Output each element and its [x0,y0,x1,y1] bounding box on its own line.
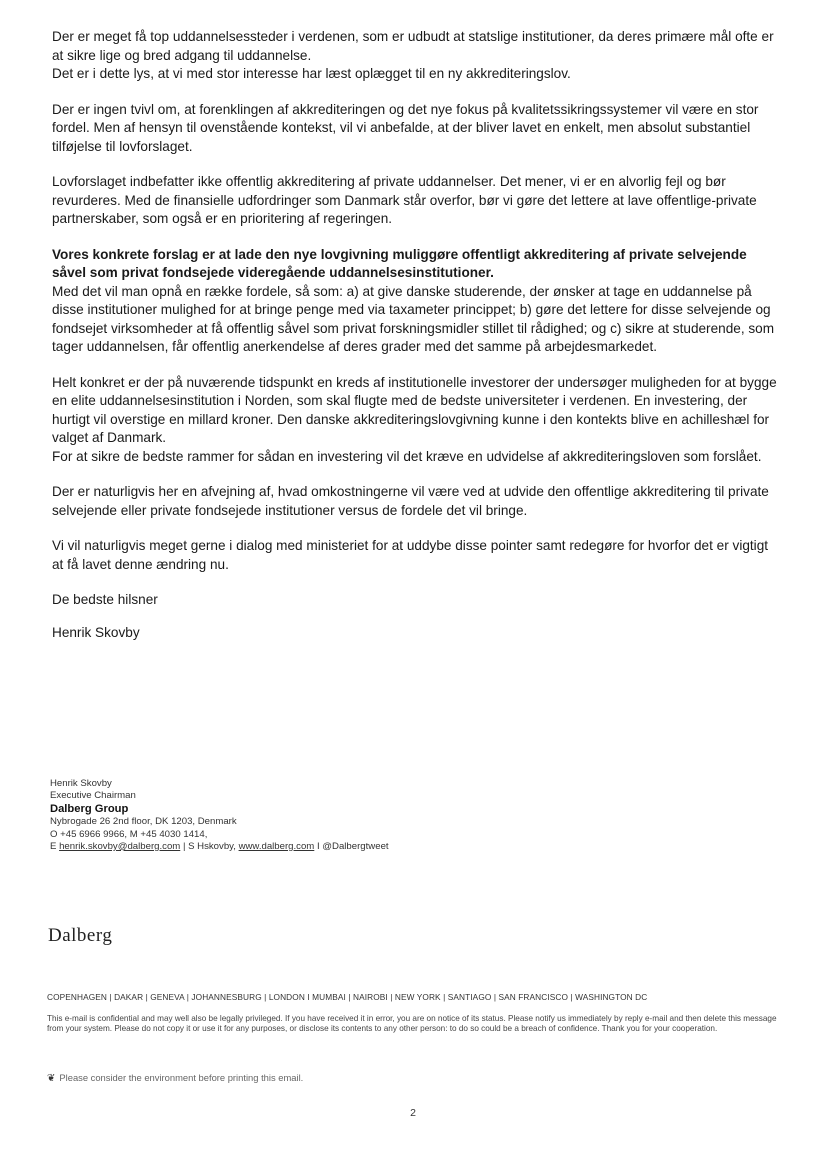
closing-greeting: De bedste hilsner [52,592,158,607]
letter-body [52,28,782,642]
dalberg-logo: Dalberg [48,925,113,946]
signature-name: Henrik Skovby [50,778,112,789]
signature-title: Executive Chairman [50,790,136,802]
paragraph-6: Der er naturligvis her en afvejning af, hvad omkostningerne vil være ved at udvide den offentlige akkreditering til private selvejende eller private fondsejede institutioner versus de fordele det vil bringe. [52,484,769,518]
skype-handle: | S Hskovby, [182,840,236,852]
paragraph-1-line-2: Det er i dette lys, at vi med stor interesse har læst oplægget til en ny akkrediteringslov. [52,66,571,81]
signature-company: Dalberg Group [50,803,129,816]
paragraph-3: Lovforslaget indbefatter ikke offentlig akkreditering af private uddannelser. Det mener, vi er en alvorlig fejl og bør revurderes. Med de finansielle udfordringer som Danmark står overfor, bør vi gøre det lettere at lave offentlige-private partnerskaber, som også er en prioritering af regeringen. [52,174,757,226]
paragraph-1-line-1: Der er meget få top uddannelsessteder i verdenen, som er udbudt at statslige institutioner, da deres primære mål ofte er at sikre lige og bred adgang til uddannelse. [52,29,774,63]
signature-contact-line [50,841,389,853]
confidentiality-disclaimer: This e-mail is confidential and may well also be legally privileged. If you have received it in error, you are on notice of its status. Please notify us immediately by reply e-mail and then delete this message from your system. Please do not copy it or use it for any purposes, or disclose its contents to any other person: to do so could be a breach of confidence. Thank you for your cooperation. [47,1014,777,1034]
signer-name: Henrik Skovby [52,624,140,640]
environment-note-text: Please consider the environment before printing this email. [59,1072,304,1083]
email-link[interactable]: henrik.skovby@dalberg.com [59,840,181,852]
email-signature [50,778,389,853]
signature-phones: O +45 6966 9966, M +45 4030 1414, [50,828,208,840]
paragraph-5 [52,374,782,467]
paragraph-4-body: Med det vil man opnå en række fordele, så som: a) at give danske studerende, der ønsker at tage en uddannelse på disse institutioner mulighed for at bringe penge med via taxameter princippet; b) gøre det lettere for disse selvejende og fondsejet virksomheder at få offentlig såvel som privat forskningsmidler stillet til rådighed; og c) sikre at studerende, som tager uddannelsen, får offentlig anerkendelse af deres grader med det samme på arbejdesmarkedet. [52,283,775,354]
paragraph-2: Der er ingen tvivl om, at forenklingen af akkrediteringen og det nye fokus på kvalitetssikringssystemer vil være en stor fordel. Men af hensyn til ovenstående kontekst, vil vi anbefalde, at der bliver lavet en enkelt, men absolut substantiel tilføjelse til lovforslaget. [52,101,759,154]
paragraph-1 [52,28,782,84]
website-link[interactable]: www.dalberg.com [238,840,315,852]
signature-address: Nybrogade 26 2nd floor, DK 1203, Denmark [50,816,237,828]
email-label: E [50,840,57,852]
paragraph-5-line-1: Helt konkret er der på nuværende tidspunkt en kreds af institutionelle investorer der undersøger muligheden for at bygge en elite uddannelsesinstitution i Norden, som skal flugte med de bedste universiteter i verdenen. En investering, der hurtigt vil overstige en millard kroner. Den danske akkrediteringslovgivning kunne i den kontekts blive en achilleshæl for valget af Danmark. [52,374,777,445]
paragraph-4 [52,246,782,357]
environment-note [47,1072,303,1084]
paragraph-7: Vi vil naturligvis meget gerne i dialog med ministeriet for at uddybe disse pointer samt redegøre for hvorfor det er vigtigt at få lavet denne ændring nu. [52,538,769,572]
proposal-statement: Vores konkrete forslag er at lade den nye lovgivning muliggøre offentligt akkreditering af private selvejende såvel som privat fondsejede videregående uddannelsesinstitutioner. [52,246,747,280]
leaf-icon: ❦ [47,1073,56,1084]
paragraph-5-line-2: For at sikre de bedste rammer for sådan en investering vil det kræve en udvidelse af akkrediteringsloven som forslået. [52,448,762,464]
office-locations: COPENHAGEN | DAKAR | GENEVA | JOHANNESBURG | LONDON I MUMBAI | NAIROBI | NEW YORK | SANTIAGO | SAN FRANCISCO | WASHINGTON DC [47,992,648,1002]
twitter-handle: I @Dalbergtweet [316,840,389,852]
page-number: 2 [410,1107,416,1119]
